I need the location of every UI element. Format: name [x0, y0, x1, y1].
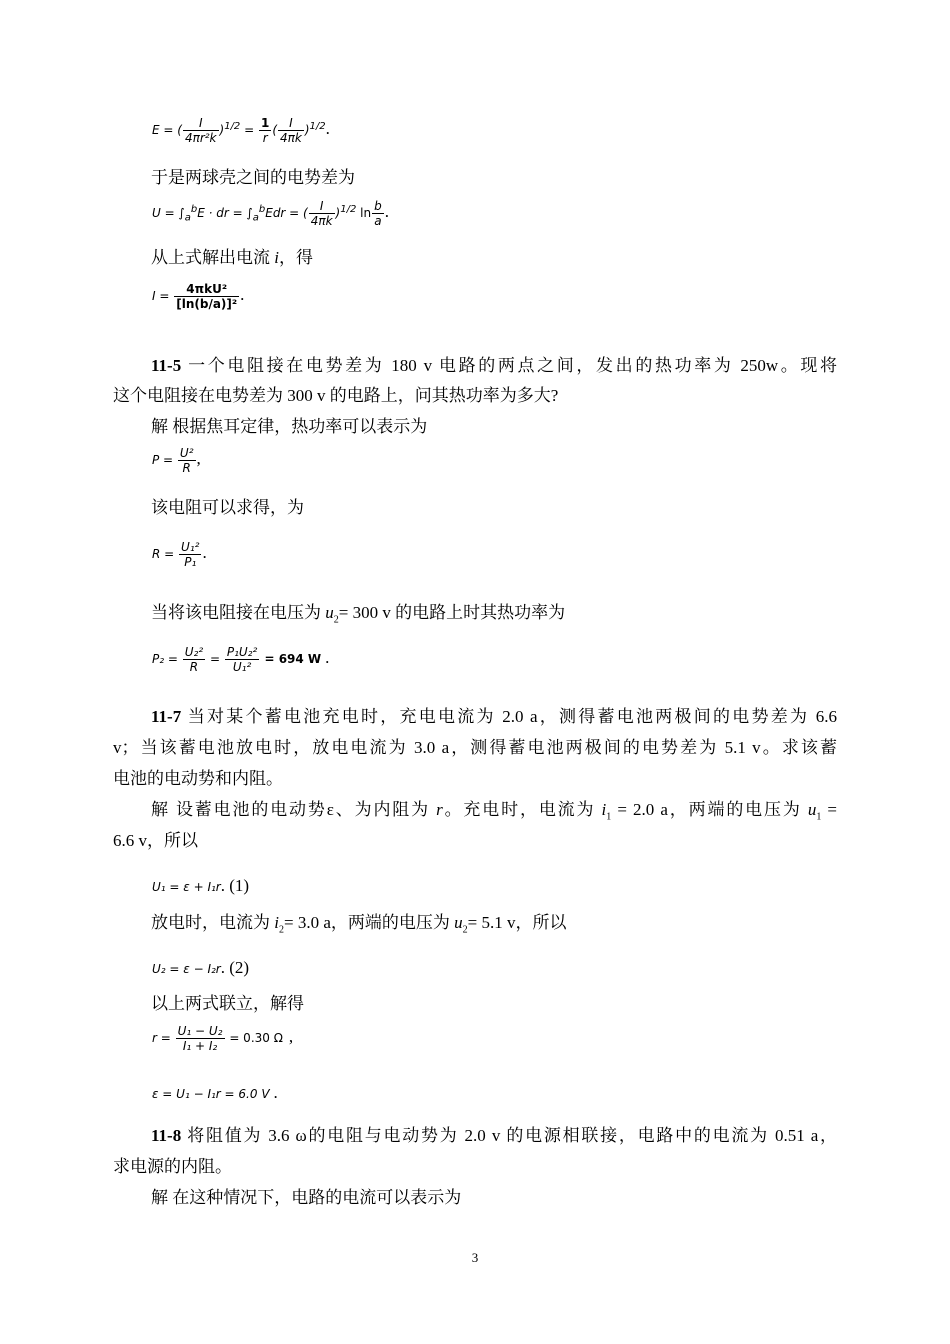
text-line: 于是两球壳之间的电势差为	[151, 168, 355, 187]
equation-internal-resistance: r = $\frac{\text{U₁ − U₂}}{\text{I₁ + I₂}}$ = 0.30 Ω ,	[152, 1024, 294, 1053]
problem-11-5-line2: 这个电阻接在电势差为 300 v 的电路上，问其热功率为多大?	[113, 386, 559, 405]
equation-current: I = 4πkU² [ln(b/a)]² .	[152, 282, 245, 311]
solution-text: 放电时，电流为 $i_2= 3.0$ a，两端的电压为 $u_2= 5.1$ v，所以	[151, 913, 567, 936]
equation-potential-difference: $U = \int_a^bE$ · dr = $\int_a^bEdr$ = ( $\frac{I}{4\pi k}$ )$^{1/2}$ ln $\frac{b}{a}$ .	[152, 199, 389, 228]
text-line: 从上式解出电流 i，得	[151, 248, 313, 267]
solution-text: 解 在这种情况下，电路的电流可以表示为	[151, 1188, 462, 1207]
solution-text: 解 根据焦耳定律，热功率可以表示为	[151, 417, 428, 436]
solution-text: 解 设蓄电池的电动势ε、为内阻为 r。充电时，电流为 $i_1 = 2.0$ a，两端的电压为 $u_1$ =	[151, 800, 838, 823]
solution-text: 以上两式联立，解得	[151, 994, 304, 1013]
solution-text: 6.6 v，所以	[113, 831, 198, 850]
equation-field-E: E = ( $\frac{I}{\text{4πr²k}}$ )$^{1/2}$ = $\frac{1}{r}$ ( $\frac{I}{4\pi k}$ )$^{1/2}$.	[152, 116, 330, 145]
solution-text: 该电阻可以求得，为	[151, 498, 304, 517]
problem-11-5-line1: 11-5 一个电阻接在电势差为 180 v 电路的两点之间，发出的热功率为 250w。现将	[151, 356, 837, 375]
solution-text: 当将该电阻接在电压为 $u_2= 300$ v 的电路上时其热功率为	[151, 603, 566, 626]
problem-11-7-line2: v；当该蓄电池放电时，放电电流为 3.0 a，测得蓄电池两极间的电势差为 5.1 v。求该蓄	[113, 738, 837, 757]
equation-power-2: P₂ = $\frac{\text{U₂²}}{R}$ = $\frac{\text{P₁U₂²}}{\text{U₁²}}$ = 694 W .	[152, 645, 330, 674]
problem-11-8-line2: 求电源的内阻。	[113, 1157, 232, 1176]
page-number: 3	[471, 1250, 479, 1265]
equation-power: P = $\frac{\text{U²}}{R}$ ,	[152, 446, 201, 475]
problem-11-7-line3: 电池的电动势和内阻。	[113, 769, 283, 788]
problem-11-8-line1: 11-8 将阻值为 3.6 ω的电阻与电动势为 2.0 v 的电源相联接，电路中的电流为 0.51 a，	[151, 1126, 837, 1145]
equation-1: U₁ = ε + I₁r. (1)	[152, 876, 250, 895]
equation-2: U₂ = ε − I₂r. (2)	[152, 958, 250, 977]
problem-11-7-line1: 11-7 当对某个蓄电池充电时，充电电流为 2.0 a，测得蓄电池两极间的电势差为 6.6	[151, 707, 837, 726]
equation-emf: ε = U₁ − I₁r = 6.0 V .	[152, 1083, 278, 1102]
equation-resistance: R = $\frac{\text{U₁²}}{\text{P₁}}$ .	[152, 540, 207, 569]
